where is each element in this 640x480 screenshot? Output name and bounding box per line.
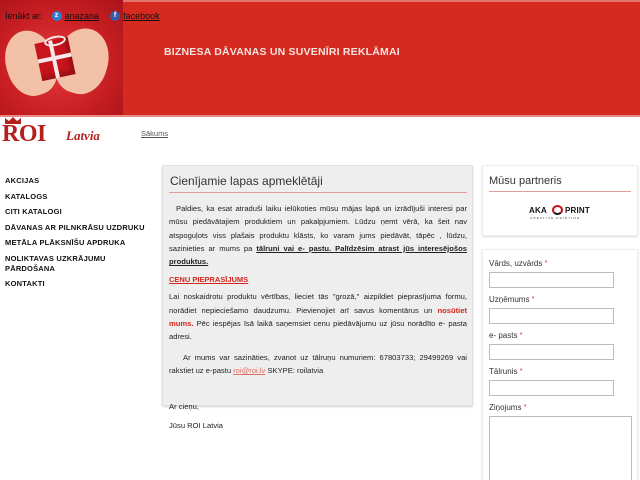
required-mark: * xyxy=(544,260,548,267)
request-paragraph xyxy=(169,290,467,343)
required-mark: * xyxy=(531,296,535,303)
company-field[interactable] xyxy=(489,308,614,324)
roi-latvia-logo[interactable] xyxy=(2,117,112,147)
panel-title: Cienījamie lapas apmeklētāji xyxy=(169,174,467,193)
social-login xyxy=(5,11,160,21)
nav-item-kontakti[interactable]: KONTAKTI xyxy=(5,279,45,288)
anazana-link[interactable]: anazana xyxy=(64,11,100,21)
facebook-link[interactable]: facebook xyxy=(123,11,160,21)
nav-item-noliktavas[interactable]: NOLIKTAVAS UZKRĀJUMU PĀRDOŠANA xyxy=(5,253,106,273)
logo-roi-text: ROI xyxy=(2,121,46,147)
required-mark: * xyxy=(519,368,523,375)
skype-text: SKYPE: roilatvia xyxy=(265,365,324,375)
contact-paragraph xyxy=(169,351,467,378)
required-mark: * xyxy=(523,404,527,411)
email-field[interactable] xyxy=(489,344,614,360)
partners-widget xyxy=(482,165,638,236)
name-label: Vārds, uzvārds * xyxy=(489,259,548,268)
breadcrumb-home[interactable]: Sākums xyxy=(141,129,169,138)
intro-paragraph xyxy=(169,202,467,268)
company-label: Uzņēmums * xyxy=(489,295,535,304)
signature-text: Jūsu ROI Latvia xyxy=(169,421,224,431)
sidebar-nav xyxy=(5,176,155,295)
name-field[interactable] xyxy=(489,272,614,288)
email-link[interactable]: roi@roi.lv xyxy=(233,365,266,375)
nav-item-akcijas[interactable]: AKCIJAS xyxy=(5,176,40,185)
akaprint-tagline: CREATIVE PRINTING xyxy=(530,216,581,220)
header-banner xyxy=(0,0,640,116)
facebook-icon[interactable]: f xyxy=(110,11,120,21)
akaprint-logo-left: AKA xyxy=(529,206,547,215)
welcome-panel xyxy=(162,165,473,431)
intro-bold-text: tālruni vai e- pastu. Palīdzēsim atrast jūs interesējošos produktus. xyxy=(169,243,468,267)
partners-title: Mūsu partneris xyxy=(489,175,631,192)
request-text-2: Pēc iespējas īsā laikā saņemsiet cenu piedāvājumu uz jūsu norādīto e- pasta adresi. xyxy=(169,319,467,342)
akaprint-logo[interactable] xyxy=(529,206,599,224)
email-label: e- pasts * xyxy=(489,331,523,340)
z-icon[interactable]: z xyxy=(52,11,62,21)
akaprint-ring-icon xyxy=(552,205,563,215)
intro-text: Paldies, ka esat atraduši laiku ielūkoties mūsu mājas lapā un izrādījuši interesi par mūsu piedāvātajiem produktiem un pakalpjumiem. Lūdzu ņemt vērā, ka šeit nav atspoguļots viss plašais produktu klāsts, ko varam jums piedāvāt, tāpēc , lūdzu, sazinieties ar mums pa xyxy=(169,204,467,253)
nav-item-davanas-pilnkrasu[interactable]: DĀVANAS AR PILNKRĀSU UZDRUKU xyxy=(5,222,145,232)
send-us-text: nosūtiet mums. xyxy=(169,305,467,329)
nav-item-katalogs[interactable]: KATALOGS xyxy=(5,191,48,201)
social-login-label: Ienākt ar: xyxy=(5,11,43,21)
contact-form xyxy=(482,249,638,480)
price-request-link[interactable]: CENU PIEPRASĪJUMS xyxy=(169,275,249,285)
regards-text: Ar cieņu, xyxy=(169,402,199,412)
logo-latvia-text: Latvia xyxy=(66,128,100,143)
message-field[interactable] xyxy=(489,416,632,480)
contact-text: Ar mums var sazināties, zvanot uz tālruņu numuriem: 67803733; 29499269 vai rakstiet uz e-pastu xyxy=(169,352,467,375)
message-label: Ziņojums * xyxy=(489,403,527,412)
required-mark: * xyxy=(519,332,523,339)
request-text: Lai noskaidrotu produktu vērtības, lieciet tās "grozā," aizpildiet pieprasījuma formu, norādiet nepieciešamo daudzumu. Pievienojiet arī savus komentārus un xyxy=(169,292,467,315)
phone-field[interactable] xyxy=(489,380,614,396)
phone-label: Tālrunis * xyxy=(489,367,523,376)
akaprint-logo-right: PRINT xyxy=(565,206,590,215)
header-tagline: BIZNESA DĀVANAS UN SUVENĪRI REKLĀMAI xyxy=(164,46,400,58)
nav-item-metala-plaksnisu[interactable]: METĀLA PLĀKSNĪŠU APDRUKA xyxy=(5,238,126,247)
nav-item-citi-katalogi[interactable]: CITI KATALOGI xyxy=(5,207,62,216)
